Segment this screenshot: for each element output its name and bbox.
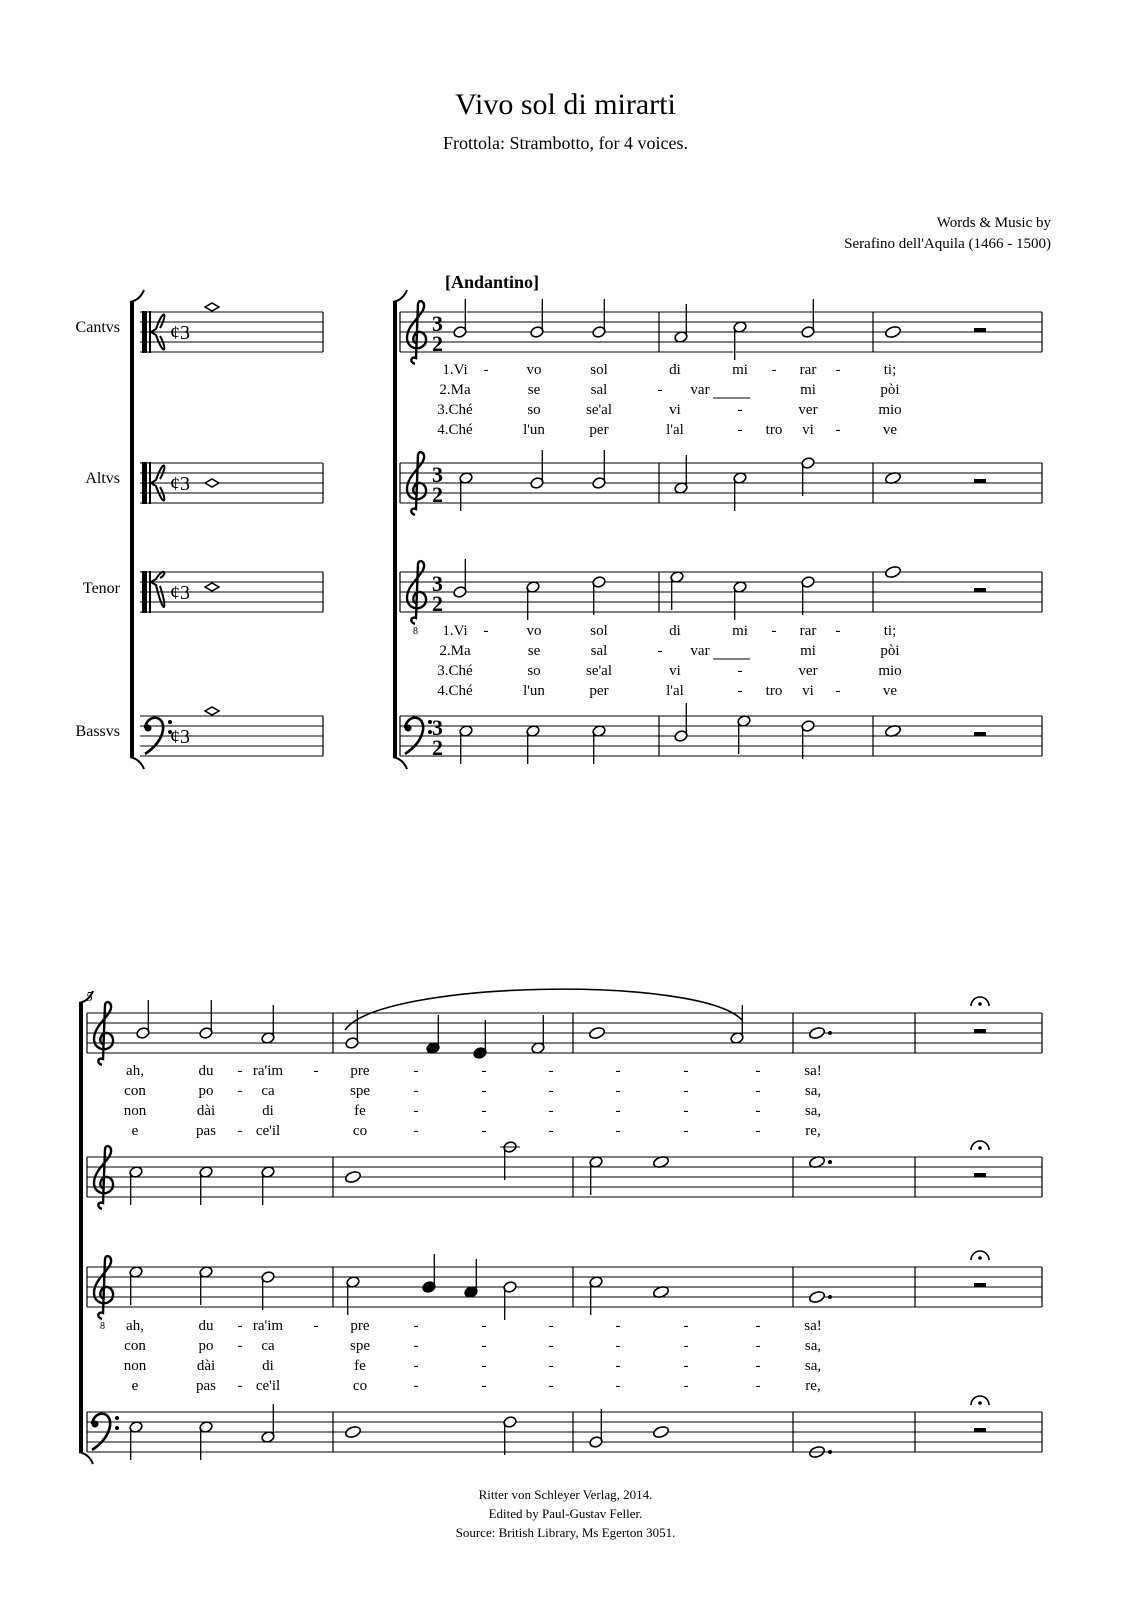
system2-cantus-hyphen: - xyxy=(755,1083,761,1099)
note-half xyxy=(459,472,473,511)
note-half xyxy=(261,1005,275,1044)
system2-cantus-lyric: non xyxy=(123,1103,147,1119)
note-half xyxy=(261,1271,275,1310)
system1-tenor-lyric: tro xyxy=(765,683,783,699)
system1-tenor-lyric: vi xyxy=(802,683,814,699)
incipit-breve-note xyxy=(205,583,219,591)
system1-tenor-lyric: - xyxy=(771,623,777,639)
note-half xyxy=(129,1166,143,1205)
system1-tenor-lyric: mi xyxy=(800,643,816,659)
system1-bracket-top xyxy=(393,290,407,302)
system2-tenor-lyric: po xyxy=(198,1338,214,1354)
system1-time-signature-denominator: 2 xyxy=(432,591,443,616)
system1-cantus-lyric: - xyxy=(835,362,841,378)
system2-cantus-lyric: e xyxy=(131,1123,139,1139)
note-half xyxy=(674,304,688,343)
system1-cantus-lyric: tro xyxy=(765,422,783,438)
note-half xyxy=(459,725,473,764)
incipit-mensuration-sign: ¢3 xyxy=(170,473,190,495)
note-half xyxy=(199,1421,213,1460)
system2-tenor-hyphen: - xyxy=(481,1338,487,1354)
system2-tenor-hyphen: - xyxy=(615,1378,621,1394)
system2-cantus-hyphen: - xyxy=(615,1103,621,1119)
note-half xyxy=(453,559,467,598)
system2-tenor-lyric: sa! xyxy=(804,1318,822,1334)
system1-tenor-lyric: se'al xyxy=(585,663,613,679)
system2-cantus-hyphen: - xyxy=(237,1083,243,1099)
system1-tenor-lyric: mi xyxy=(732,623,748,639)
system2-cantus-hyphen: - xyxy=(548,1103,554,1119)
credit-line-1: Words & Music by xyxy=(936,215,1051,231)
system1-cantus-lyric: se xyxy=(527,382,541,398)
system1-tenor-lyric: l'al xyxy=(666,683,684,699)
note-half xyxy=(733,321,747,360)
note-dotwhole xyxy=(808,1290,832,1304)
system2-cantus-hyphen: - xyxy=(481,1063,487,1079)
system2-cantus-hyphen: - xyxy=(615,1063,621,1079)
system2-tenor-lyric: ah, xyxy=(126,1318,144,1334)
system2-cantus-lyric: - xyxy=(313,1063,319,1079)
system1-tenor-lyric: 3.Ché xyxy=(437,663,473,679)
treble-clef-icon xyxy=(407,301,426,364)
system2-cantus-hyphen: - xyxy=(548,1063,554,1079)
octave-mark: 8 xyxy=(100,1321,105,1332)
system1-cantus-lyric: so xyxy=(527,402,541,418)
system2-cantus-hyphen: - xyxy=(413,1083,419,1099)
half-rest xyxy=(974,588,986,592)
system2-bracket-bottom xyxy=(79,1452,93,1464)
system1-tenor-lyric: se xyxy=(527,643,541,659)
system1-tenor-lyric: - xyxy=(737,683,743,699)
note-half xyxy=(199,1000,213,1039)
system1-cantus-lyric: l'un xyxy=(523,422,545,438)
system1-tenor-lyric: ti; xyxy=(883,623,897,639)
system2-cantus-lyric: ca xyxy=(261,1083,275,1099)
system2-tenor-lyric: ca xyxy=(261,1338,275,1354)
note-half xyxy=(503,1416,517,1455)
system2-tenor-hyphen: - xyxy=(683,1358,689,1374)
system2-tenor-lyric: pas xyxy=(196,1378,216,1394)
note-whole xyxy=(652,1425,669,1439)
note-half xyxy=(733,581,747,620)
system1-tenor-lyric: 2.Ma xyxy=(439,643,471,659)
system1-cantus-lyric: di xyxy=(669,362,681,378)
system2-cantus-hyphen: - xyxy=(413,1063,419,1079)
system2-cantus-lyric: sa, xyxy=(804,1103,822,1119)
system2-tenor-lyric: ra'im xyxy=(252,1318,284,1334)
treble-8vb-clef-icon xyxy=(407,561,426,624)
score-title: Vivo sol di mirarti xyxy=(455,88,676,121)
system2-cantus-hyphen: - xyxy=(755,1103,761,1119)
system1-cantus-lyric: rar xyxy=(799,362,817,378)
system2-tenor-hyphen: - xyxy=(683,1318,689,1334)
note-half xyxy=(801,720,815,759)
system1-time-signature-numerator: 3 xyxy=(432,311,443,336)
system1-time-signature-denominator: 2 xyxy=(432,482,443,507)
system1-tenor-lyric: - xyxy=(657,643,663,659)
octave-mark: 8 xyxy=(413,626,418,637)
note-half xyxy=(531,1015,545,1054)
system2-cantus-lyric: pre xyxy=(350,1063,370,1079)
system1-tenor-lyric: - xyxy=(835,623,841,639)
system2-tenor-hyphen: - xyxy=(683,1338,689,1354)
system2-tenor-hyphen: - xyxy=(615,1358,621,1374)
note-half xyxy=(592,299,606,338)
footer-editor: Edited by Paul-Gustav Feller. xyxy=(488,1506,643,1521)
system1-cantus-lyric: 3.Ché xyxy=(437,402,473,418)
fermata-dot xyxy=(978,1002,982,1006)
incipit-mensuration-sign: ¢3 xyxy=(170,726,190,748)
system2-tenor-hyphen: - xyxy=(683,1378,689,1394)
treble-clef-icon xyxy=(94,1146,113,1209)
system1-tenor-lyric: - xyxy=(483,623,489,639)
system2-tenor-lyric: - xyxy=(237,1378,243,1394)
system2-cantus-hyphen: - xyxy=(755,1063,761,1079)
system1-tenor-lyric: l'un xyxy=(523,683,545,699)
system1-tenor-lyric: vi xyxy=(669,663,681,679)
system2-cantus-lyric: sa! xyxy=(804,1063,822,1079)
system2-cantus-lyric: - xyxy=(237,1123,243,1139)
system1-tenor-lyric: 1.Vi xyxy=(442,623,468,639)
voice-label-tenor: Tenor xyxy=(82,580,120,597)
credit-line-2: Serafino dell'Aquila (1466 - 1500) xyxy=(844,236,1051,252)
system2-cantus-hyphen: - xyxy=(548,1123,554,1139)
system2-tenor-hyphen: - xyxy=(481,1358,487,1374)
note-half xyxy=(733,472,747,511)
note-half xyxy=(592,450,606,489)
incipit-bracket-top xyxy=(130,290,144,302)
note-quarter xyxy=(422,1254,436,1293)
note-half xyxy=(345,1010,359,1049)
system1-cantus-lyric: vo xyxy=(526,362,542,378)
score-subtitle: Frottola: Strambotto, for 4 voices. xyxy=(443,133,688,153)
system2-tenor-lyric: pre xyxy=(350,1318,370,1334)
half-rest xyxy=(974,1283,986,1287)
system1-tenor-lyric: per xyxy=(589,683,609,699)
system2-tenor-lyric: spe xyxy=(350,1338,370,1354)
note-half xyxy=(129,1266,143,1305)
system2-cantus-hyphen: - xyxy=(683,1103,689,1119)
incipit-mensuration-sign: ¢3 xyxy=(170,582,190,604)
system1-bracket xyxy=(393,302,397,757)
fermata-dot xyxy=(978,1256,982,1260)
system1-time-signature-numerator: 3 xyxy=(432,462,443,487)
note-half xyxy=(801,299,815,338)
system1-cantus-lyric: per xyxy=(589,422,609,438)
system1-cantus-lyric: - xyxy=(483,362,489,378)
incipit-bracket-bottom xyxy=(130,757,144,769)
note-half xyxy=(670,571,684,610)
system1-tenor-lyric: var xyxy=(690,643,710,659)
note-half xyxy=(592,725,606,764)
half-rest xyxy=(974,1029,986,1033)
system2-tenor-lyric: con xyxy=(124,1338,146,1354)
note-half xyxy=(801,457,815,496)
system2-cantus-lyric: du xyxy=(198,1063,214,1079)
system2-tenor-lyric: re, xyxy=(805,1378,821,1394)
system2-tenor-hyphen: - xyxy=(755,1338,761,1354)
system2-tenor-lyric: sa, xyxy=(804,1338,822,1354)
system1-cantus-lyric: vi xyxy=(802,422,814,438)
system1-cantus-lyric: pòi xyxy=(880,382,900,398)
note-half xyxy=(592,576,606,615)
system2-tenor-hyphen: - xyxy=(237,1338,243,1354)
system1-cantus-lyric: 4.Ché xyxy=(437,422,473,438)
tempo-marking: [Andantino] xyxy=(445,272,540,292)
system2-tenor-lyric: sa, xyxy=(804,1358,822,1374)
note-half xyxy=(589,1276,603,1315)
system1-time-signature-numerator: 3 xyxy=(432,715,443,740)
half-rest xyxy=(974,479,986,483)
note-dotwhole xyxy=(808,1026,832,1040)
system1-cantus-lyric: - xyxy=(737,422,743,438)
system2-tenor-lyric: co xyxy=(352,1378,368,1394)
system1-cantus-lyric: ti; xyxy=(883,362,897,378)
system1-cantus-lyric: mi xyxy=(800,382,816,398)
system1-cantus-lyric: - xyxy=(835,422,841,438)
note-half xyxy=(261,1404,275,1443)
system1-tenor-lyric: mio xyxy=(878,663,902,679)
system1-time-signature-numerator: 3 xyxy=(432,571,443,596)
system1-tenor-lyric: ver xyxy=(798,663,818,679)
system2-tenor-hyphen: - xyxy=(548,1318,554,1334)
note-half xyxy=(453,299,467,338)
treble-clef-icon xyxy=(94,1002,113,1065)
system2-tenor-hyphen: - xyxy=(615,1318,621,1334)
system2-cantus-hyphen: - xyxy=(615,1123,621,1139)
system2-tenor-lyric: di xyxy=(262,1358,274,1374)
incipit-breve-note xyxy=(205,303,219,311)
system1-cantus-lyric: - xyxy=(657,382,663,398)
system1-cantus-lyric: 1.Vi xyxy=(442,362,468,378)
incipit-breve-note xyxy=(205,479,219,487)
system1-tenor-lyric: sal xyxy=(590,643,608,659)
treble-clef-icon xyxy=(407,452,426,515)
system2-bracket xyxy=(79,1003,83,1452)
system2-cantus-hyphen: - xyxy=(481,1123,487,1139)
system2-cantus-lyric: spe xyxy=(350,1083,370,1099)
system1-tenor-lyric: ve xyxy=(882,683,898,699)
system2-tenor-lyric: e xyxy=(131,1378,139,1394)
footer-source: Source: British Library, Ms Egerton 3051. xyxy=(455,1525,676,1540)
system1-tenor-lyric: - xyxy=(835,683,841,699)
system2-cantus-lyric: re, xyxy=(805,1123,821,1139)
system2-cantus-lyric: con xyxy=(124,1083,146,1099)
note-whole xyxy=(344,1170,361,1184)
note-half xyxy=(801,576,815,615)
note-whole xyxy=(344,1425,361,1439)
note-half xyxy=(261,1166,275,1205)
system2-tenor-hyphen: - xyxy=(755,1358,761,1374)
system1-tenor-lyric: rar xyxy=(799,623,817,639)
system2-cantus-lyric: po xyxy=(198,1083,214,1099)
system1-tenor-lyric: vo xyxy=(526,623,542,639)
system1-cantus-lyric: ve xyxy=(882,422,898,438)
system2-cantus-lyric: ce'il xyxy=(255,1123,281,1139)
system2-tenor-hyphen: - xyxy=(548,1378,554,1394)
note-quarter xyxy=(464,1259,478,1298)
system2-tenor-hyphen: - xyxy=(548,1338,554,1354)
system1-cantus-lyric: - xyxy=(771,362,777,378)
half-rest xyxy=(974,732,986,736)
half-rest xyxy=(974,1428,986,1432)
note-quarter xyxy=(426,1015,440,1054)
fermata-dot xyxy=(978,1401,982,1405)
system1-cantus-lyric: se'al xyxy=(585,402,613,418)
system1-cantus-lyric: var xyxy=(690,382,710,398)
system1-tenor-lyric: pòi xyxy=(880,643,900,659)
system2-cantus-lyric: dài xyxy=(196,1103,216,1119)
system2-tenor-hyphen: - xyxy=(755,1318,761,1334)
note-half xyxy=(129,1421,143,1460)
note-whole xyxy=(884,325,901,339)
system2-cantus-lyric: pas xyxy=(196,1123,216,1139)
note-whole xyxy=(884,565,901,579)
system1-cantus-lyric: sal xyxy=(590,382,608,398)
system1-bracket-bottom xyxy=(393,757,407,769)
measure-number: 5 xyxy=(86,990,93,1005)
note-half xyxy=(526,581,540,620)
note-half xyxy=(530,450,544,489)
note-half xyxy=(526,725,540,764)
system2-tenor-hyphen: - xyxy=(413,1338,419,1354)
system1-tenor-lyric: - xyxy=(737,663,743,679)
system2-cantus-lyric: sa, xyxy=(804,1083,822,1099)
system2-tenor-hyphen: - xyxy=(548,1358,554,1374)
footer-publisher: Ritter von Schleyer Verlag, 2014. xyxy=(478,1487,653,1502)
system2-tenor-hyphen: - xyxy=(481,1378,487,1394)
system1-time-signature-denominator: 2 xyxy=(432,331,443,356)
note-half xyxy=(674,703,688,742)
system2-tenor-lyric: non xyxy=(123,1358,147,1374)
system1-time-signature-denominator: 2 xyxy=(432,735,443,760)
system2-cantus-hyphen: - xyxy=(413,1103,419,1119)
system2-cantus-lyric: di xyxy=(262,1103,274,1119)
system1-cantus-lyric: mio xyxy=(878,402,902,418)
note-half xyxy=(136,1000,150,1039)
half-rest xyxy=(974,328,986,332)
note-whole xyxy=(588,1026,605,1040)
system2-tenor-lyric: dài xyxy=(196,1358,216,1374)
system1-cantus-lyric: l'al xyxy=(666,422,684,438)
system2-tenor-hyphen: - xyxy=(755,1378,761,1394)
note-half xyxy=(674,455,688,494)
voice-label-altus: Altvs xyxy=(85,470,120,487)
voice-label-cantus: Cantvs xyxy=(75,319,120,336)
system2-cantus-hyphen: - xyxy=(683,1083,689,1099)
system2-tenor-hyphen: - xyxy=(615,1338,621,1354)
system2-cantus-hyphen: - xyxy=(755,1123,761,1139)
note-half xyxy=(199,1166,213,1205)
system2-cantus-hyphen: - xyxy=(615,1083,621,1099)
system2-tenor-hyphen: - xyxy=(413,1318,419,1334)
note-half xyxy=(199,1266,213,1305)
voice-label-bassus: Bassvs xyxy=(75,723,120,740)
system2-cantus-lyric: co xyxy=(352,1123,368,1139)
system2-cantus-hyphen: - xyxy=(548,1083,554,1099)
system2-tenor-hyphen: - xyxy=(413,1358,419,1374)
incipit-breve-note xyxy=(205,707,219,715)
note-half xyxy=(589,1409,603,1448)
half-rest xyxy=(974,1173,986,1177)
system2-tenor-lyric: - xyxy=(313,1318,319,1334)
system2-tenor-lyric: - xyxy=(237,1318,243,1334)
system2-tenor-lyric: du xyxy=(198,1318,214,1334)
system1-cantus-lyric: vi xyxy=(669,402,681,418)
system2-bracket-top xyxy=(79,991,93,1003)
system1-cantus-lyric: sol xyxy=(590,362,608,378)
system2-cantus-lyric: fe xyxy=(354,1103,366,1119)
fermata-dot xyxy=(978,1146,982,1150)
system2-cantus-lyric: - xyxy=(237,1063,243,1079)
system2-tenor-hyphen: - xyxy=(413,1378,419,1394)
note-half xyxy=(730,1005,744,1044)
system1-cantus-lyric: - xyxy=(737,402,743,418)
note-half xyxy=(530,299,544,338)
system2-cantus-hyphen: - xyxy=(413,1123,419,1139)
system2-tenor-hyphen: - xyxy=(481,1318,487,1334)
system2-cantus-lyric: ah, xyxy=(126,1063,144,1079)
incipit-bracket xyxy=(130,302,134,757)
note-half xyxy=(503,1281,517,1320)
note-half xyxy=(589,1156,603,1195)
system2-tenor-lyric: ce'il xyxy=(255,1378,281,1394)
incipit-mensuration-sign: ¢3 xyxy=(170,322,190,344)
system1-tenor-lyric: sol xyxy=(590,623,608,639)
system1-cantus-lyric: mi xyxy=(732,362,748,378)
system2-cantus-hyphen: - xyxy=(481,1083,487,1099)
system1-cantus-lyric: ver xyxy=(798,402,818,418)
system2-cantus-hyphen: - xyxy=(683,1063,689,1079)
note-half xyxy=(737,715,751,754)
treble-8vb-clef-icon xyxy=(94,1256,113,1319)
note-half xyxy=(346,1276,360,1315)
system2-tenor-lyric: fe xyxy=(354,1358,366,1374)
system1-tenor-lyric: so xyxy=(527,663,541,679)
system2-cantus-lyric: ra'im xyxy=(252,1063,284,1079)
system1-tenor-lyric: di xyxy=(669,623,681,639)
system2-cantus-hyphen: - xyxy=(481,1103,487,1119)
system1-cantus-lyric: 2.Ma xyxy=(439,382,471,398)
system1-tenor-lyric: 4.Ché xyxy=(437,683,473,699)
system2-cantus-hyphen: - xyxy=(683,1123,689,1139)
